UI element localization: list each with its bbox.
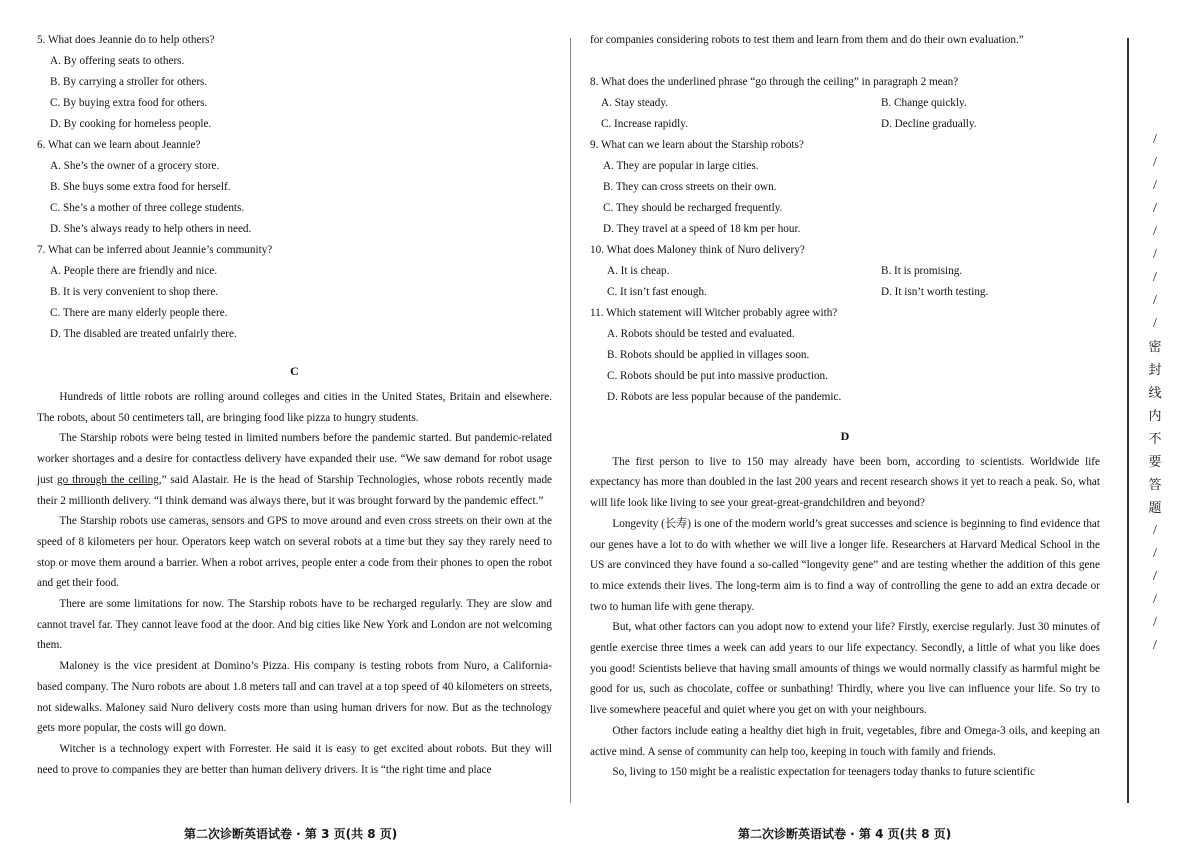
seal-slash: /	[1153, 293, 1157, 308]
seal-char: 要	[1148, 454, 1162, 469]
page-footer-left: 第二次诊断英语试卷 · 第 3 页(共 8 页)	[184, 827, 398, 841]
section-c-paragraph-5: Maloney is the vice president at Domino’s Pizza. His company is testing robots from Nuro, a California-based company. The Nuro robots are about 1.8 meters tall and can travel at a top speed of 40 kilometers on streets, not sidewalks. Maloney said Nuro delivery costs more than using human drivers for now. But as the technology gets more popular, the costs will go down.	[37, 660, 552, 735]
seal-char: 不	[1148, 431, 1162, 446]
paragraph-2-text-before: The Starship robots were being tested in limited numbers before the pandemic started. But pandemic-related worker shortages and a desire for contactless delivery have expanded their use. “We saw demand for robot usage just	[37, 432, 552, 486]
seal-slash: /	[1153, 247, 1157, 262]
question-8-option-c: C. Increase rapidly.	[601, 117, 688, 130]
question-5-option-c: C. By buying extra food for others.	[50, 97, 208, 109]
question-8-option-b: B. Change quickly.	[881, 96, 967, 109]
seal-slash: /	[1153, 270, 1157, 285]
page-footer-right: 第二次诊断英语试卷 · 第 4 页(共 8 页)	[738, 827, 952, 841]
seal-char: 题	[1148, 500, 1162, 515]
question-7-option-d: D. The disabled are treated unfairly there.	[50, 328, 237, 340]
question-11-option-d: D. Robots are less popular because of the pandemic.	[607, 390, 842, 403]
seal-slash: /	[1153, 615, 1157, 630]
question-7-option-a: A. People there are friendly and nice.	[50, 265, 218, 277]
seal-slash: /	[1153, 638, 1157, 653]
seal-slash: /	[1153, 569, 1157, 584]
seal-slash: /	[1153, 224, 1157, 239]
question-8-option-d: D. Decline gradually.	[881, 117, 977, 130]
seal-slash: /	[1153, 523, 1157, 538]
question-10-stem: 10. What does Maloney think of Nuro delivery?	[590, 243, 805, 256]
seal-line-notice	[1135, 128, 1175, 657]
question-9-option-d: D. They travel at a speed of 18 km per hour.	[603, 222, 801, 235]
left-column	[37, 30, 552, 780]
seal-slash: /	[1153, 316, 1157, 331]
seal-slash: /	[1153, 155, 1157, 170]
question-6-option-c: C. She’s a mother of three college students.	[50, 202, 245, 214]
seal-slash: /	[1153, 201, 1157, 216]
question-6-option-d: D. She’s always ready to help others in need.	[50, 223, 252, 235]
section-c-paragraph-3: The Starship robots use cameras, sensors and GPS to move around and even cross streets on their own at the speed of 8 kilometers per hour. Operators keep watch on several robots at a time but they say they rarely need to stop or move them around a barrier. When a robot arrives, people enter a code from their phones to open the robot and get their food.	[37, 515, 552, 590]
question-11-option-b: B. Robots should be applied in villages soon.	[607, 348, 810, 361]
question-10-options	[590, 261, 1100, 303]
seal-char: 封	[1148, 362, 1162, 377]
question-11-stem: 11. Which statement will Witcher probably agree with?	[590, 306, 838, 319]
question-5-option-a: A. By offering seats to others.	[50, 55, 185, 67]
section-c-paragraph-6: Witcher is a technology expert with Forrester. He said it is easy to get excited about robots. But they will need to prove to companies they are better than human delivery drivers. It is “the right time and place	[37, 742, 552, 776]
question-6-option-b: B. She buys some extra food for herself.	[50, 181, 231, 193]
section-d-paragraph-4: Other factors include eating a healthy diet high in fruit, vegetables, fibre and Omega-3 oils, and keeping an active mind. A sense of community can help too, keeping in touch with family and friends.	[590, 724, 1100, 758]
section-c-title: C	[290, 364, 299, 378]
seal-char: 密	[1148, 339, 1162, 354]
question-5-stem: 5. What does Jeannie do to help others?	[37, 34, 215, 46]
column-divider	[570, 38, 571, 803]
underlined-phrase: go through the ceiling	[57, 473, 159, 486]
question-5-option-d: D. By cooking for homeless people.	[50, 118, 212, 130]
question-5-option-b: B. By carrying a stroller for others.	[50, 76, 208, 88]
section-d-paragraph-1: The first person to live to 150 may already have been born, according to scientists. Worldwide life expectancy has more than doubled in the last 200 years and recent research shows it yet to reach a peak. So, what will life look like living to see your great-great-grandchildren and beyond?	[590, 455, 1100, 510]
section-d-paragraph-2: Longevity (长寿) is one of the modern world’s great successes and science is beginning to find evidence that our genes have a lot to do with whether we will live a longer life. Researchers at Harvard Medical School in the US are convinced they have found a so-called “longevity gene” and are testing whether the addition of this gene to mice extends their lives. The long-term aim is to find a way of controlling the gene to add an extra decade or two to human life with gene therapy.	[590, 517, 1100, 613]
question-9-option-c: C. They should be recharged frequently.	[603, 201, 783, 214]
question-7-option-b: B. It is very convenient to shop there.	[50, 286, 219, 298]
right-column	[590, 30, 1100, 783]
question-11-option-c: C. Robots should be put into massive production.	[607, 369, 828, 382]
seal-slash: /	[1153, 132, 1157, 147]
question-6-option-a: A. She’s the owner of a grocery store.	[50, 160, 220, 172]
question-10-option-d: D. It isn’t worth testing.	[881, 285, 989, 298]
question-11-option-a: A. Robots should be tested and evaluated.	[607, 327, 795, 340]
question-9-option-a: A. They are popular in large cities.	[603, 159, 759, 172]
question-8-options	[590, 93, 1100, 135]
seal-slash: /	[1153, 592, 1157, 607]
question-8-option-a: A. Stay steady.	[601, 96, 669, 109]
section-c-paragraph-1: Hundreds of little robots are rolling around colleges and cities in the United States, Britain and elsewhere. The robots, about 50 centimeters tall, are bringing food like pizza to hungry students.	[37, 391, 552, 424]
question-8-stem: 8. What does the underlined phrase “go through the ceiling” in paragraph 2 mean?	[590, 75, 959, 88]
question-10-option-b: B. It is promising.	[881, 264, 963, 277]
question-7-stem: 7. What can be inferred about Jeannie’s community?	[37, 244, 273, 256]
seal-char: 内	[1148, 408, 1162, 423]
section-c-paragraph-4: There are some limitations for now. The Starship robots have to be recharged regularly. They are slow and cannot travel far. They cannot leave food at the door. And big cities like New York and London are not welcoming them.	[37, 598, 552, 652]
question-6-stem: 6. What can we learn about Jeannie?	[37, 139, 201, 151]
section-d-title: D	[840, 428, 850, 443]
paragraph-2-text-after: ,” said Alastair. He is the head of Starship Technologies, whose robots recently made their 2 millionth delivery. “I think demand was always there, but it was brought forward by the pandemic effect.”	[37, 473, 553, 507]
section-d-paragraph-5: So, living to 150 might be a realistic expectation for teenagers today thanks to future scientific	[612, 766, 1035, 779]
question-9-stem: 9. What can we learn about the Starship robots?	[590, 138, 804, 151]
section-c-continuation: for companies considering robots to test them and learn from them and do their own evaluation.”	[590, 34, 1024, 46]
seal-char: 线	[1148, 385, 1162, 400]
question-10-option-a: A. It is cheap.	[607, 264, 670, 277]
question-9-option-b: B. They can cross streets on their own.	[603, 180, 777, 193]
question-7-option-c: C. There are many elderly people there.	[50, 307, 228, 319]
seal-char: 答	[1148, 477, 1162, 492]
section-d-paragraph-3: But, what other factors can you adopt now to extend your life? Firstly, exercise regularly. Just 30 minutes of gentle exercise three times a week can add years to our life expectancy. Secondly, a little of what you like does you good! Scientists believe that having small amounts of things we would normally classify as harmful might be good for us, such as chocolate, coffee or sunbathing! Thirdly, where you live can influence your life. So try to live somewhere peaceful and quiet where you get on with your neighbours.	[590, 621, 1100, 717]
section-c-paragraph-2	[37, 428, 552, 511]
seal-slash: /	[1153, 178, 1157, 193]
question-10-option-c: C. It isn’t fast enough.	[607, 285, 707, 298]
seal-slash: /	[1153, 546, 1157, 561]
seal-line	[1127, 38, 1129, 803]
